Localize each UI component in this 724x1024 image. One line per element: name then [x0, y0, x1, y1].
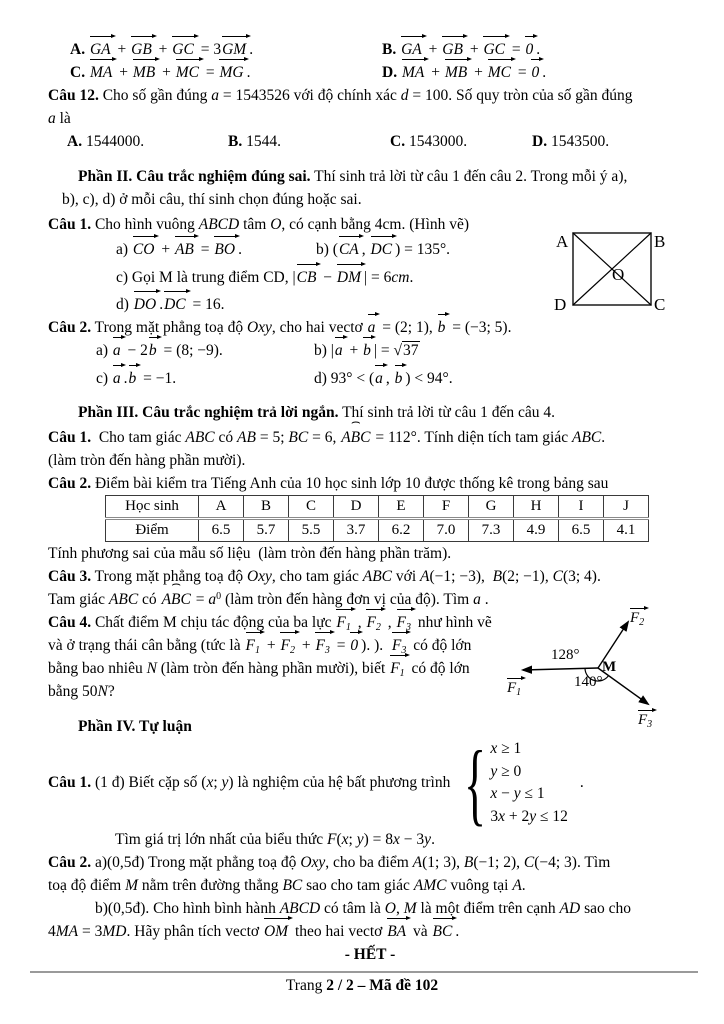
square-figure-drawing — [550, 220, 665, 312]
p2q2-options-cd — [48, 367, 692, 390]
p2q2-option-d: d) 93° < (a , b ) < 94°. — [314, 367, 453, 390]
force-f2-label: $F_2$ — [630, 610, 645, 628]
table-score-cell: 6.5 — [559, 519, 604, 542]
force-f1-arrow — [523, 668, 598, 670]
p4q2b-stem: b)(0,5đ). Cho hình bình hành ABCD có tâm là O, M là một điểm trên cạnh AD sao cho — [95, 900, 631, 917]
p2q1-option-d-text: d) DO .DC = 16. — [116, 293, 224, 316]
table-row — [106, 496, 649, 519]
q12-options — [48, 130, 692, 153]
q12-stem-2: a là — [48, 110, 71, 127]
table-score-cell: 7.0 — [424, 519, 469, 542]
p2q2-option-a: a) a − 2b = (8; −9). — [96, 339, 223, 362]
table-header-cell: E — [379, 496, 424, 519]
p2q2-stem: Câu 2. Trong mặt phẳng toạ độ Oxy, cho hai vectơ a = (2; 1), b = (−3; 5). — [48, 316, 692, 339]
p3q2-stem: Câu 2. Điểm bài kiểm tra Tiếng Anh của 10 học sinh lớp 10 được thống kê trong bảng sau — [48, 475, 609, 492]
square-label-c: C — [654, 295, 665, 312]
table-score-cell: 4.1 — [604, 519, 649, 542]
table-header-cell: F — [424, 496, 469, 519]
q12-option-d: D. 1543500. — [532, 133, 610, 150]
p2q2-option-b: b) |a + b | = √37 — [314, 339, 420, 362]
p3q4-stem-2: và ở trạng thái cân bằng (tức là $F_1 + F_2 + F_3 = 0$ ). ). $F_3$ có độ lớn — [48, 634, 692, 657]
force-angle-bottom-label: 140° — [574, 674, 603, 690]
system-row: x − y ≤ 1 — [490, 785, 545, 802]
table-header-cell: J — [604, 496, 649, 519]
square-label-d: D — [554, 295, 567, 312]
table-score-cell: 5.7 — [244, 519, 289, 542]
q11-option-c: C. MA + MB + MC = MG . — [70, 61, 250, 84]
square-label-o: O — [612, 265, 625, 284]
p3q2-note: Tính phương sai của mẫu số liệu (làm tròn đến hàng phần trăm). — [48, 545, 452, 562]
p4q2a-stem: Câu 2. a)(0,5đ) Trong mặt phẳng toạ độ Oxy, cho ba điểm A(1; 3), B(−1; 2), C(−4; 3). Tìm — [48, 854, 611, 871]
end-mark: - HẾT - — [344, 946, 396, 963]
force-figure-drawing — [498, 606, 683, 738]
q11-options-ab — [48, 38, 692, 61]
p2q1-option-a: a) CO + AB = BO . — [116, 238, 242, 261]
p3q4-stem: Câu 4. Chất điểm M chịu tác động của ba lực $F_1$ , $F_2$ , $F_3$ như hình vẽ — [48, 611, 692, 634]
footer-rule — [30, 971, 698, 973]
footer-page-prefix: Trang — [285, 977, 327, 994]
p4q2a-stem-2: toạ độ điểm M nằm trên đường thẳng BC sao cho tam giác AMC vuông tại A. — [48, 877, 526, 894]
system-row: y ≥ 0 — [490, 762, 522, 780]
table-score-cell: 7.3 — [469, 519, 514, 542]
score-table — [105, 495, 649, 542]
question-text: Câu 1. (1 đ) Biết cặp số (x; y) là nghiệm của hệ bất phương trình — [48, 774, 451, 791]
force-f3-label: $F_3$ — [638, 712, 653, 730]
table-header-cell: A — [199, 496, 244, 519]
table-header-cell: D — [334, 496, 379, 519]
q11-option-d: D. MA + MB + MC = 0 . — [382, 61, 546, 84]
p2q1-option-c-text: c) Gọi M là trung điểm CD, |CB − DM | = 6cm. — [116, 266, 413, 289]
table-header-cell: Học sinh — [106, 496, 199, 519]
q12-option-a: A. 1544000. — [67, 133, 145, 150]
p3q4-stem-3: bằng bao nhiêu N (làm tròn đến hàng phần mười), biết $F_1$ có độ lớn — [48, 657, 692, 680]
p3q4-stem-4: bằng 50N? — [48, 683, 115, 700]
footer-page-info: 2 / 2 – Mã đề 102 — [326, 977, 439, 994]
q11-option-a: A. GA + GB + GC = 3GM . — [70, 38, 253, 61]
document-body — [48, 38, 692, 966]
part2-heading: Phần II. Câu trắc nghiệm đúng sai. Thí sinh trả lời từ câu 1 đến câu 2. Trong mỗi ý a), — [78, 168, 628, 185]
table-header-cell: G — [469, 496, 514, 519]
inequality-system — [464, 732, 584, 834]
force-figure — [498, 606, 683, 738]
p2q2-option-c: c) a .b = −1. — [96, 367, 176, 390]
system-rows — [490, 738, 568, 828]
p4q2b-stem-2: 4MA = 3MD. Hãy phân tích vectơ OM theo hai vectơ BA và BC . — [48, 920, 692, 943]
p3q3-stem-2: Tam giác ABC có ⌢ ABC = $a^0$ (làm tròn đến hàng đơn vị của độ). Tìm a . — [48, 588, 692, 611]
page-footer — [0, 977, 724, 995]
system-row: 3x + 2y ≤ 12 — [490, 807, 568, 825]
part4-heading: Phần IV. Tự luận — [78, 718, 192, 735]
table-header-cell: C — [289, 496, 334, 519]
table-score-cell: Điểm — [106, 519, 199, 542]
part3-heading: Phần III. Câu trắc nghiệm trả lời ngắn. Thí sinh trả lời từ câu 1 đến câu 4. — [78, 404, 555, 421]
p3q1-stem: Câu 1. Cho tam giác ABC có AB = 5; BC = 6, ⌢ ABC = 112°. Tính diện tích tam giác ABC. — [48, 426, 692, 449]
table-score-cell: 6.5 — [199, 519, 244, 542]
force-angle-top-label: 128° — [551, 647, 580, 663]
system-brace: { — [464, 732, 487, 834]
table-score-cell: 5.5 — [289, 519, 334, 542]
table-header-cell: B — [244, 496, 289, 519]
part2-heading-2: b), c), d) ở mỗi câu, thí sinh chọn đúng hoặc sai. — [62, 191, 362, 208]
table-score-cell: 4.9 — [514, 519, 559, 542]
q11-option-b: B. GA + GB + GC = 0 . — [382, 38, 540, 61]
table-score-cell: 6.2 — [379, 519, 424, 542]
square-label-a: A — [556, 232, 569, 251]
q11-options-cd — [48, 61, 692, 84]
system-row: x ≥ 1 — [490, 740, 522, 757]
p2q2-options-ab — [48, 339, 692, 362]
table-score-cell: 3.7 — [334, 519, 379, 542]
p3q1-stem-2: (làm tròn đến hàng phần mười). — [48, 452, 246, 469]
q12-stem: Câu 12. Cho số gần đúng a = 1543526 với độ chính xác d = 100. Số quy tròn của số gần đúng — [48, 87, 633, 104]
force-f1-label: $F_1$ — [507, 680, 522, 698]
q12-option-c: C. 1543000. — [390, 133, 468, 150]
p2q1-option-b: b) (CA , DC ) = 135°. — [316, 238, 450, 261]
square-figure — [550, 220, 665, 312]
table-row — [106, 519, 649, 542]
q12-option-b: B. 1544. — [228, 133, 281, 150]
p4q1-find: Tìm giá trị lớn nhất của biểu thức F(x; y) = 8x − 3y. — [115, 831, 435, 848]
p2q1-stem: Câu 1. Cho hình vuông ABCD tâm O, có cạnh bằng 4cm. (Hình vẽ) — [48, 216, 470, 233]
p4q1-row — [48, 732, 692, 834]
system-period: . — [579, 774, 584, 791]
table-header-cell: I — [559, 496, 604, 519]
square-label-b: B — [654, 232, 665, 251]
force-m-label: M — [602, 659, 617, 675]
p3q3-stem: Câu 3. Trong mặt phẳng toạ độ Oxy, cho tam giác ABC với A(−1; −3), B(2; −1), C(3; 4). — [48, 568, 601, 585]
table-header-cell: H — [514, 496, 559, 519]
